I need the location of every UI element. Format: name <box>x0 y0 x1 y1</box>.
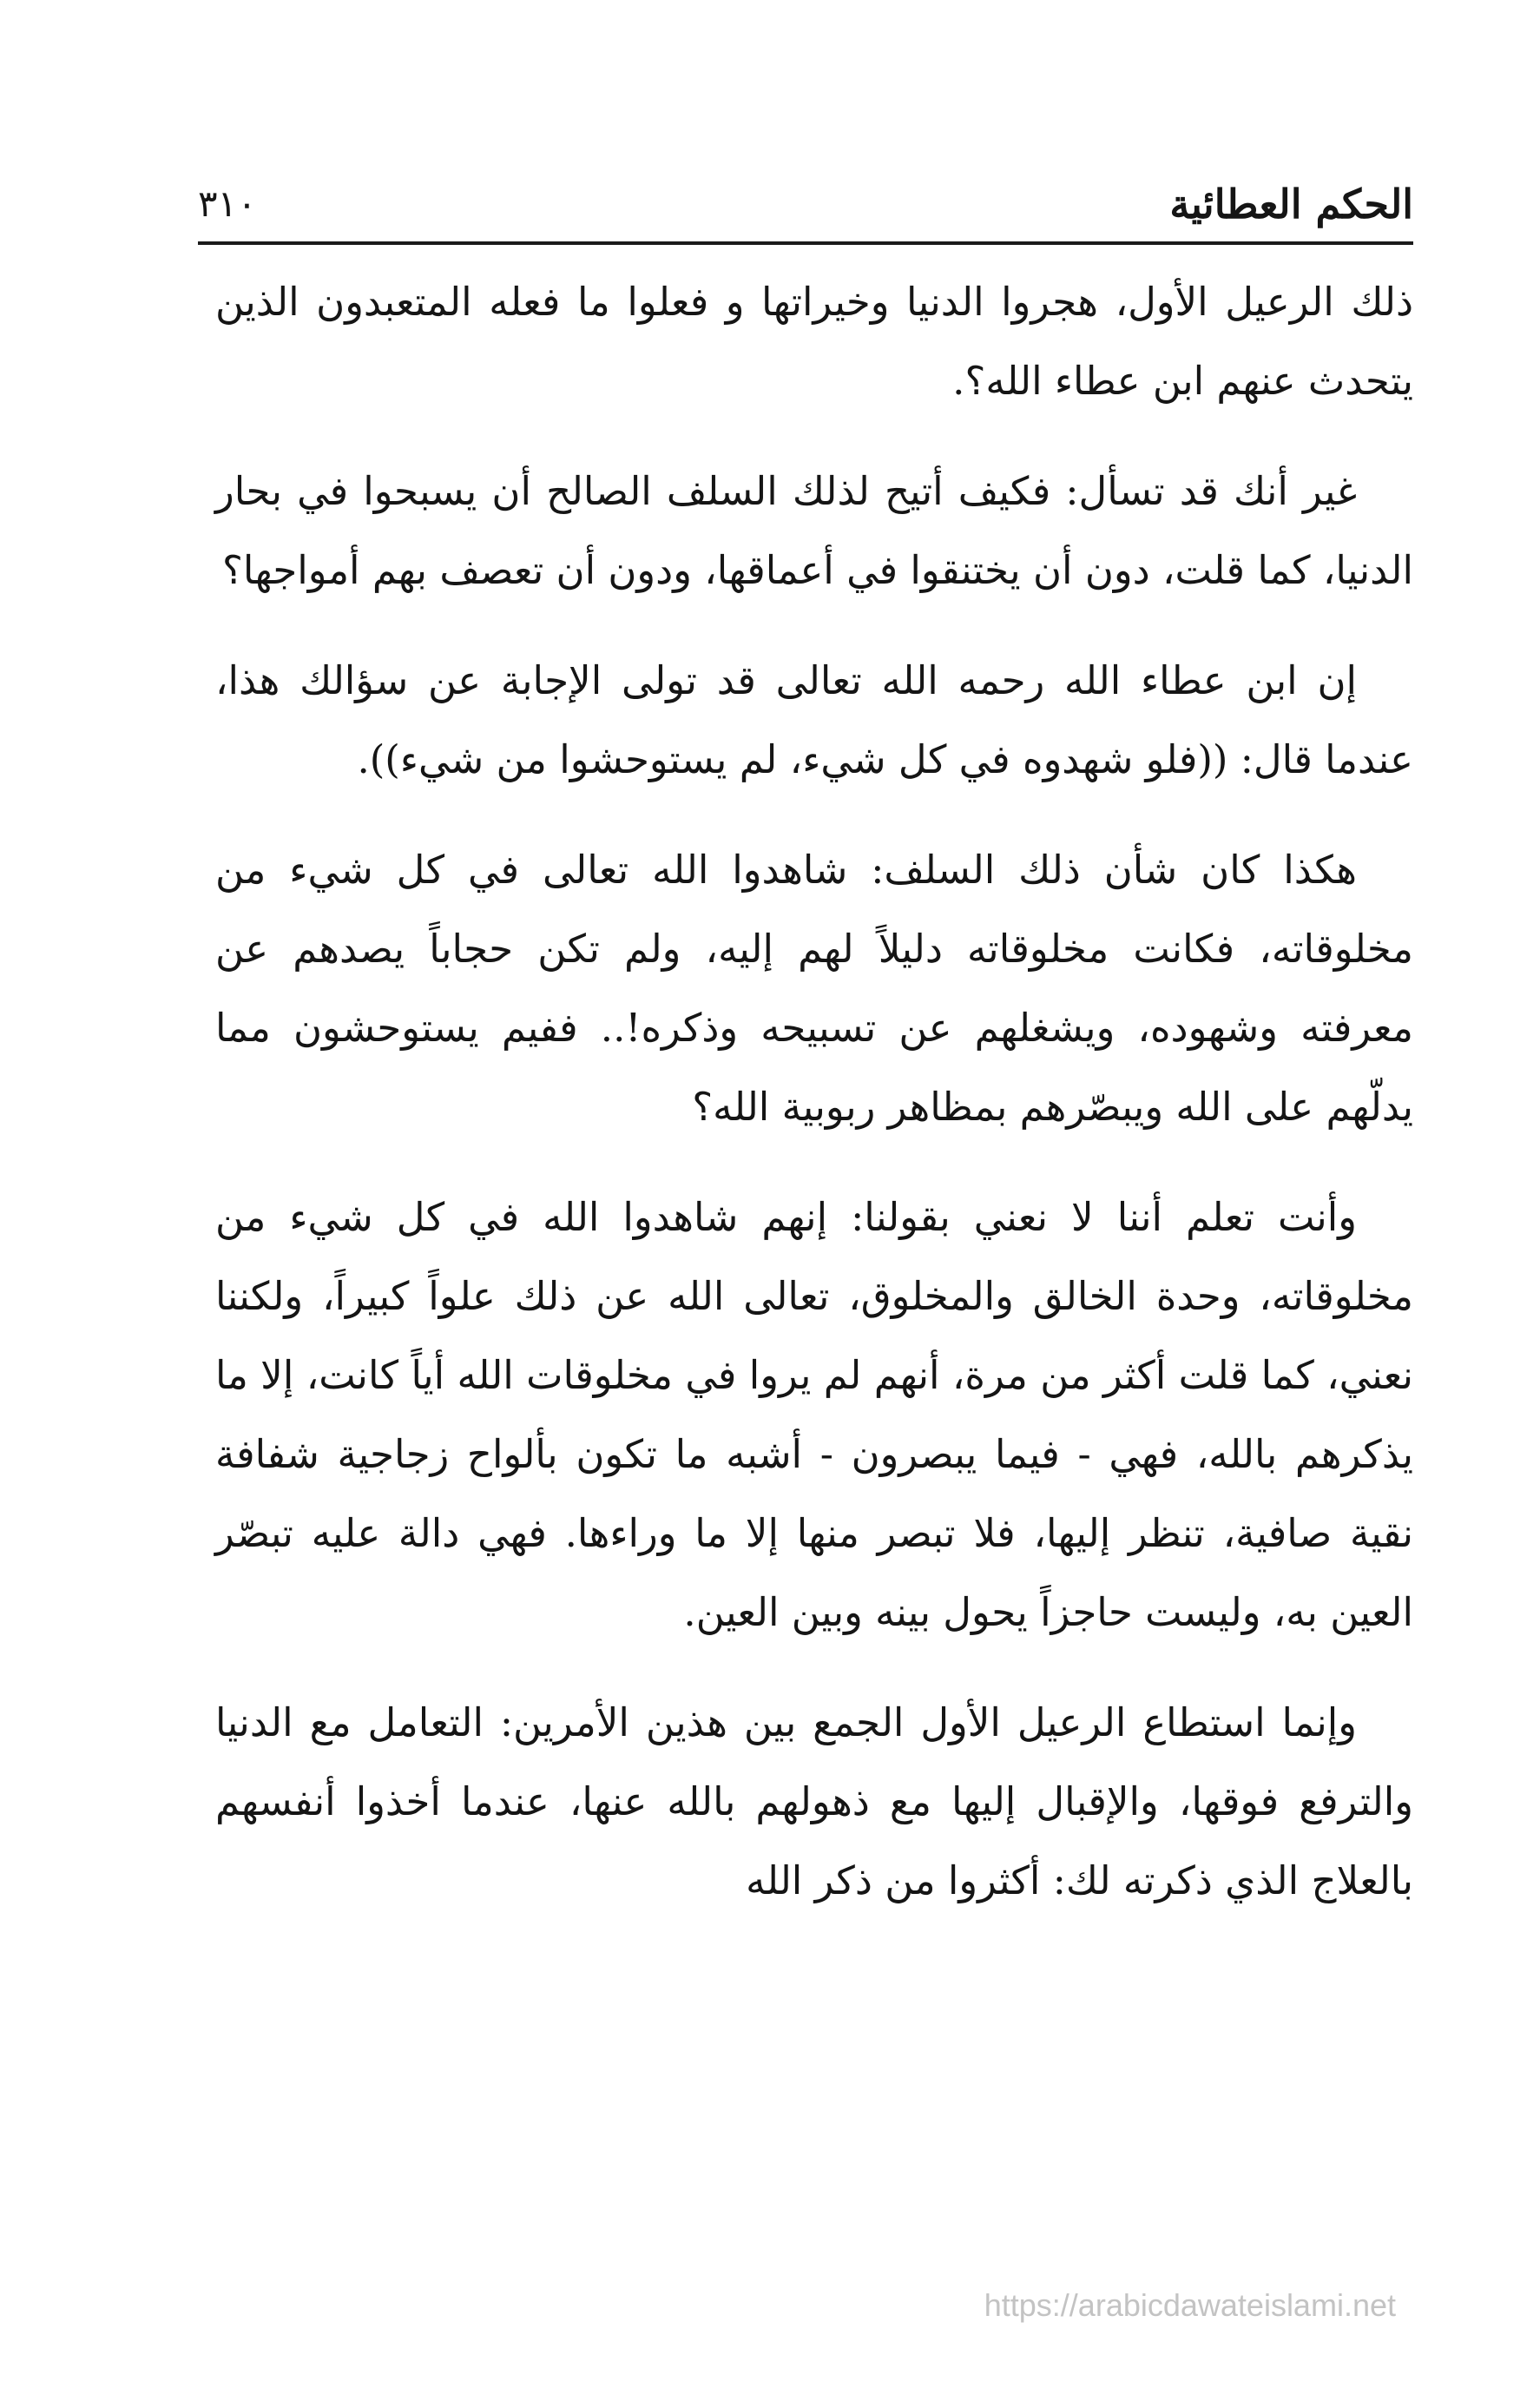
paragraph-2: غير أنك قد تسأل: فكيف أتيح لذلك السلف الصالح أن يسبحوا في بحار الدنيا، كما قلت، دون أن يختنقوا في أعماقها، ودون أن تعصف بهم أمواجها؟ <box>215 468 1413 593</box>
paragraph-4: هكذا كان شأن ذلك السلف: شاهدوا الله تعالى في كل شيء من مخلوقاته، فكانت مخلوقاته دليلاً لهم إليه، ولم تكن حجاباً يصدهم عن معرفته وشهوده، ويشغلهم عن تسبيحه وذكره!.. ففيم يستوحشون مما يدلّهم على الله ويبصّرهم بمظاهر ربوبية الله؟ <box>215 847 1413 1130</box>
paragraph-3: إن ابن عطاء الله رحمه الله تعالى قد تولى الإجابة عن سؤالك هذا، عندما قال: ((فلو شهدوه في كل شيء، لم يستوحشوا من شيء)). <box>215 657 1413 782</box>
paragraph-1: ذلك الرعيل الأول، هجروا الدنيا وخيراتها و فعلوا ما فعله المتعبدون الذين يتحدث عنهم ابن عطاء الله؟. <box>215 279 1413 404</box>
header-rule <box>198 241 1413 245</box>
running-title: الحكم العطائية <box>1169 181 1413 228</box>
paragraph-6: وإنما استطاع الرعيل الأول الجمع بين هذين الأمرين: التعامل مع الدنيا والترفع فوقها، والإقبال إليها مع ذهولهم بالله عنها، عندما أخذوا أنفسهم بالعلاج الذي ذكرته لك: أكثروا من ذكر الله <box>215 1699 1413 1903</box>
running-header <box>198 172 1413 241</box>
watermark-url: https://arabicdawateislami.net <box>984 2287 1396 2323</box>
paragraph-5: وأنت تعلم أننا لا نعني بقولنا: إنهم شاهدوا الله في كل شيء من مخلوقاته، وحدة الخالق والمخلوق، تعالى الله عن ذلك علواً كبيراً، ولكننا نعني، كما قلت أكثر من مرة، أنهم لم يروا في مخلوقات الله أياً كانت، إلا ما يذكرهم بالله، فهي - فيما يبصرون - أشبه ما تكون بألواح زجاجية شفافة نقية صافية، تنظر إليها، فلا تبصر منها إلا ما وراءها. فهي دالة عليه تبصّر العين به، وليست حاجزاً يحول بينه وبين العين. <box>215 1194 1413 1635</box>
page-number: ٣١٠ <box>198 182 257 225</box>
body-text <box>215 262 1413 2286</box>
